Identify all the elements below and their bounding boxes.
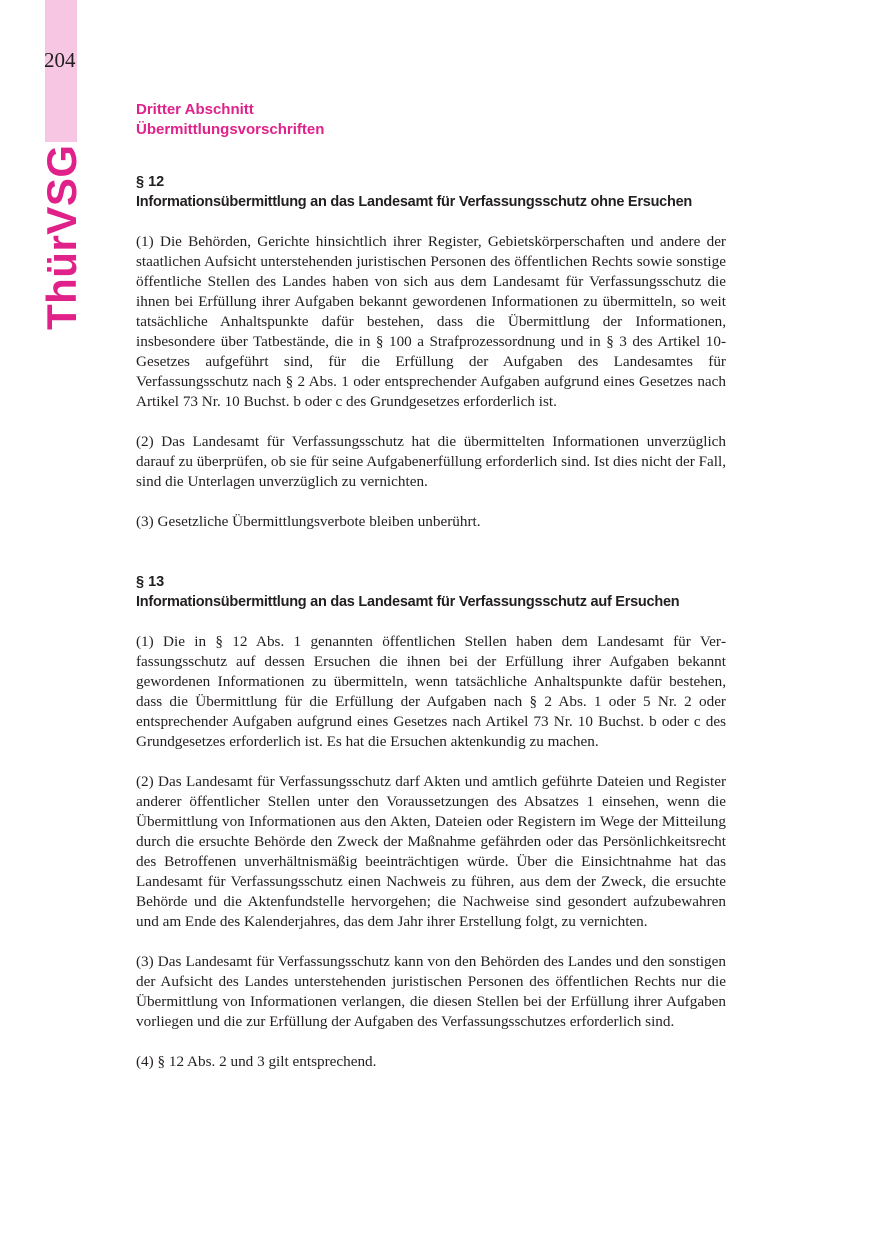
subsection-2: (2) Das Landesamt für Verfassungsschutz darf Akten und amtlich geführte Dateien und Register anderer öffentlicher Stellen unter den Voraussetzungen des Absatzes 1 einsehen, wenn die Übermittlung von Informationen aus den Akten, Dateien oder Registern im Wege der Mitteilung durch die ersuchte Behörde den Zweck der Maßnahme gefährden oder das Persönlichkeitsrecht des Betroffenen unverhältnismäßig beeinträchtigen würde. Über die Einsichtnahme hat das Landesamt für Verfassungsschutz einen Nachweis zu führen, aus dem der Zweck, die ersuchte Behörde und die Aktenfundstelle hervorgehen; die Nachweise sind gesondert aufzubewahren und am Ende des Kalenderjahres, das dem Jahr ihrer Erstellung folgt, zu vernichten. [136, 773, 726, 930]
paragraph-12 [136, 172, 726, 532]
page-number: 204 [44, 48, 76, 72]
subsection-3: (3) Das Landesamt für Verfassungsschutz kann von den Behörden des Landes und den sonstigen der Aufsicht des Landes unterstehenden juristischen Personen des öffentlichen Rechts nur die Übermittlung von Informationen verlangen, die diesen Stellen bei der Erfüllung ihrer Aufgaben vorliegen und die zur Erfüllung der Aufgaben des Verfassungsschutzes erforderlich sind. [136, 953, 726, 1030]
subsection-2: (2) Das Landesamt für Verfassungsschutz hat die übermittelten Informationen unverzüglich darauf zu überprüfen, ob sie für seine Aufgabenerfüllung erforderlich sind. Ist dies nicht der Fall, sind die Unterlagen unverzüglich zu vernichten. [136, 433, 727, 490]
chapter-title: Übermittlungsvorschriften [136, 121, 325, 138]
subsection-1: (1) Die Behörden, Gerichte hinsichtlich ihrer Register, Gebietskörperschaften und andere der staatlichen Aufsicht unterstehenden juristischen Personen des öffentlichen Rechts sowie sonstige öffentliche Stellen des Landes haben von sich aus dem Landesamt für Verfassungsschutz die ihnen bei Erfüllung ihrer Aufgaben bekannt gewordenen Informationen zu übermitteln, so weit tatsächliche Anhaltspunkte dafür bestehen, dass die Übermittlung der Informationen, insbesondere über Tatbestände, die in § 100 a Strafprozessordnung und in § 3 des Artikel 10-Gesetzes aufgeführt sind, für die Erfüllung der Aufgaben des Landesamtes für Verfassungsschutz nach § 2 Abs. 1 oder entsprechender Aufgaben aufgrund eines Gesetzes nach Artikel 73 Nr. 10 Buchst. b oder c des Grundgesetzes erforderlich ist. [136, 233, 726, 410]
paragraph-13 [136, 572, 726, 1072]
paragraph-sign: § 12 [136, 174, 165, 190]
page-content [136, 100, 726, 1072]
paragraph-title: Informationsübermittlung an das Landesamt für Verfassungsschutz auf Ersuchen [136, 594, 680, 610]
subsection-3: (3) Gesetzliche Übermittlungsverbote bleiben unberührt. [136, 513, 481, 530]
running-title-vertical: ThürVSG [38, 144, 85, 330]
paragraph-sign: § 13 [136, 574, 165, 590]
chapter-number: Dritter Abschnitt [136, 101, 254, 118]
chapter-heading [136, 100, 726, 140]
subsection-4: (4) § 12 Abs. 2 und 3 gilt entsprechend. [136, 1053, 377, 1070]
paragraph-title: Informationsübermittlung an das Landesamt für Verfassungsschutz ohne Ersuchen [136, 194, 693, 210]
subsection-1: (1) Die in § 12 Abs. 1 genannten öffentlichen Stellen haben dem Landesamt für Verfassungsschutz auf dessen Ersuchen die ihnen bei der Erfüllung ihrer Aufgaben bekannt gewordenen Informationen zu übermitteln, wenn tatsächliche Anhaltspunkte dafür bestehen, dass die Übermittlung für die Erfüllung der Aufgaben nach § 2 Abs. 1 oder 5 Nr. 2 oder entsprechender Aufgaben aufgrund eines Gesetzes nach Artikel 73 Nr. 10 Buchst. b oder c des Grundgesetzes erforderlich ist. Es hat die Ersuchen aktenkundig zu machen. [136, 633, 726, 750]
